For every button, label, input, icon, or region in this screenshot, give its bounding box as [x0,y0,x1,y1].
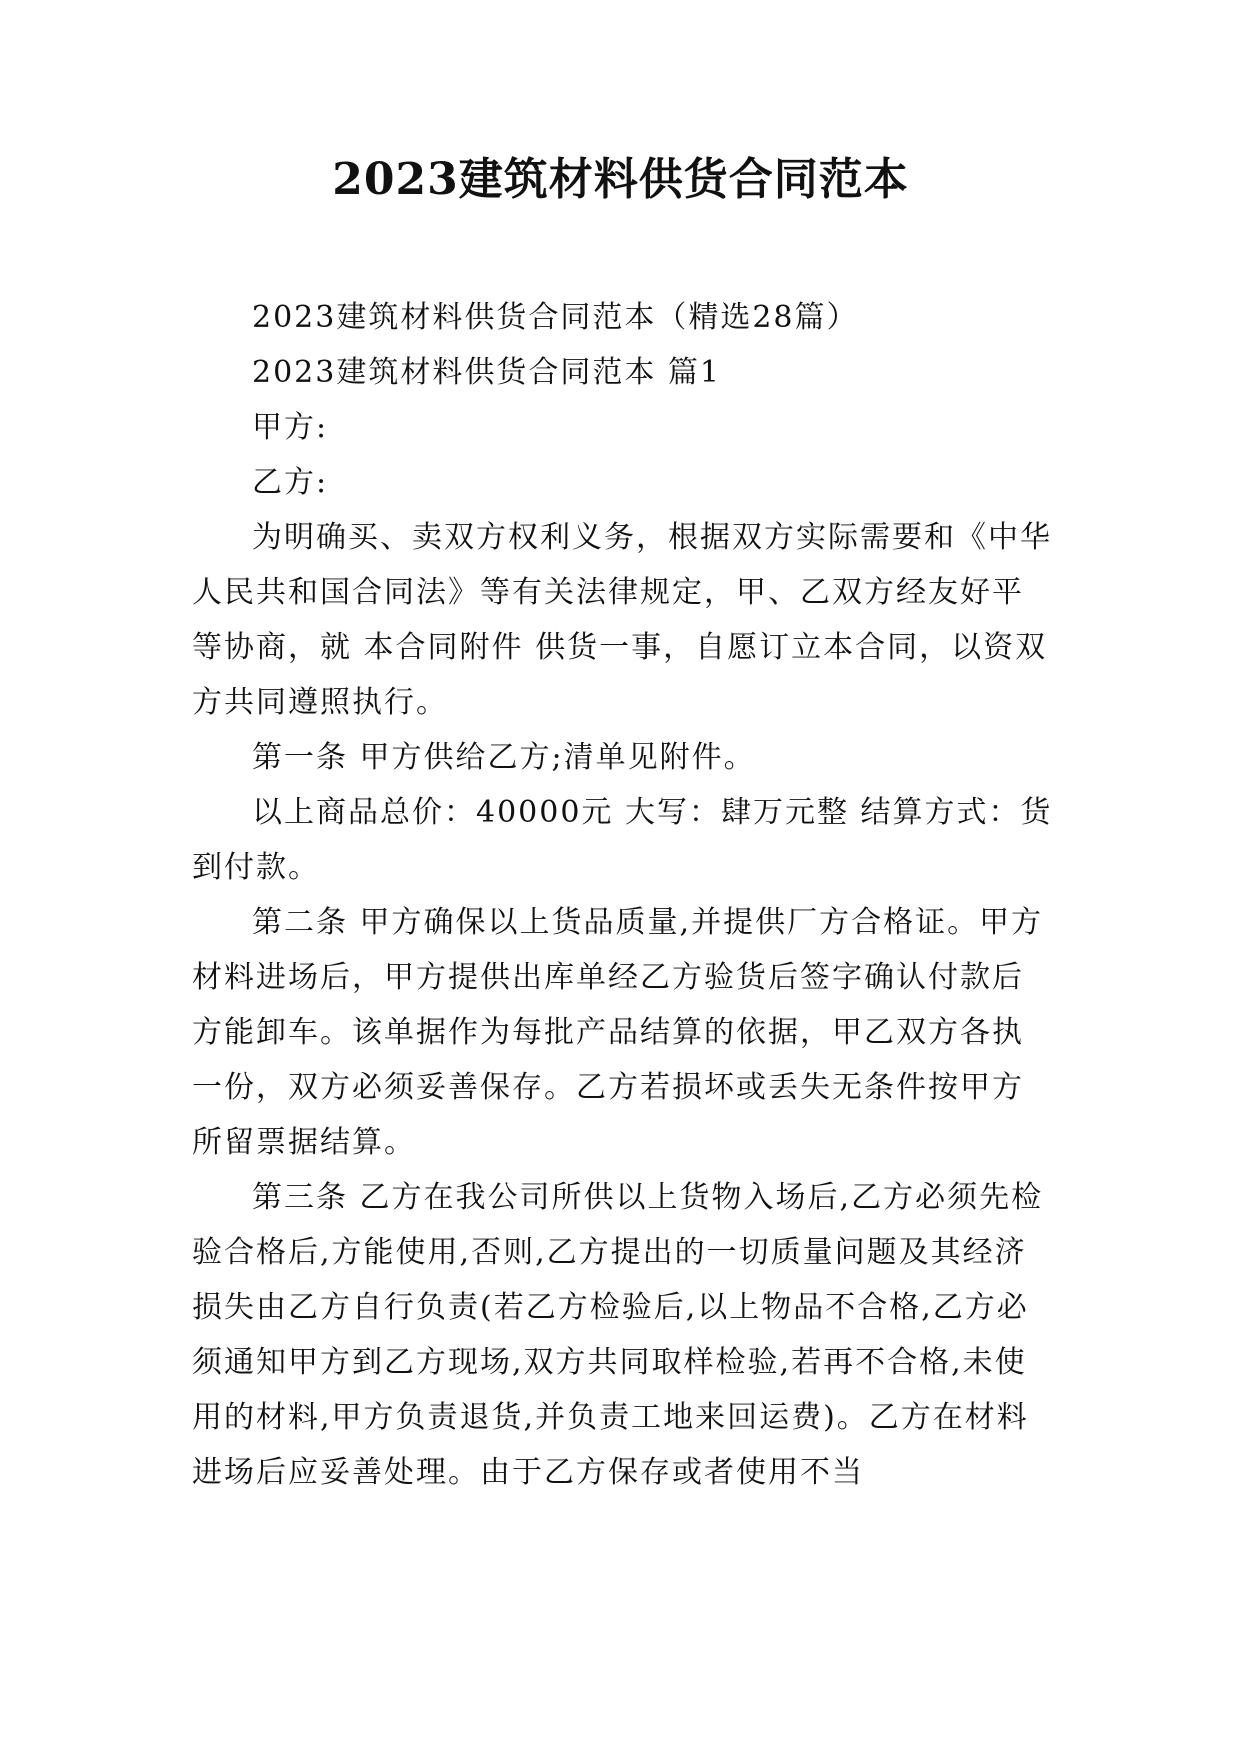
paragraph-article-2: 第二条 甲方确保以上货品质量,并提供厂方合格证。甲方材料进场后，甲方提供出库单经乙方验货后签字确认付款后方能卸车。该单据作为每批产品结算的依据，甲乙双方各执一份，双方必须妥善保存。乙方若损坏或丢失无条件按甲方所留票据结算。 [192,905,1044,1160]
document-body [192,290,1054,1500]
paragraph-total-price: 以上商品总价：40000元 大写：肆万元整 结算方式：货到付款。 [192,795,1053,885]
paragraph-section-heading: 2023建筑材料供货合同范本 篇1 [252,355,721,390]
paragraph-subtitle: 2023建筑材料供货合同范本（精选28篇） [252,300,859,335]
paragraph-article-1: 第一条 甲方供给乙方;清单见附件。 [252,740,756,775]
paragraph-party-b: 乙方: [252,465,329,500]
paragraph-preamble: 为明确买、卖双方权利义务，根据双方实际需要和《中华人民共和国合同法》等有关法律规定，甲、乙双方经友好平等协商，就 本合同附件 供货一事，自愿订立本合同，以资双方共同遵照执行。 [192,520,1052,720]
document-title: 2023建筑材料供货合同范本 [332,154,909,205]
paragraph-party-a: 甲方: [252,410,329,445]
paragraph-article-3: 第三条 乙方在我公司所供以上货物入场后,乙方必须先检验合格后,方能使用,否则,乙方提出的一切质量问题及其经济损失由乙方自行负责(若乙方检验后,以上物品不合格,乙方必须通知甲方到乙方现场,双方共同取样检验,若再不合格,未使用的材料,甲方负责退货,并负责工地来回运费)。乙方在材料进场后应妥善处理。由于乙方保存或者使用不当 [192,1180,1044,1490]
